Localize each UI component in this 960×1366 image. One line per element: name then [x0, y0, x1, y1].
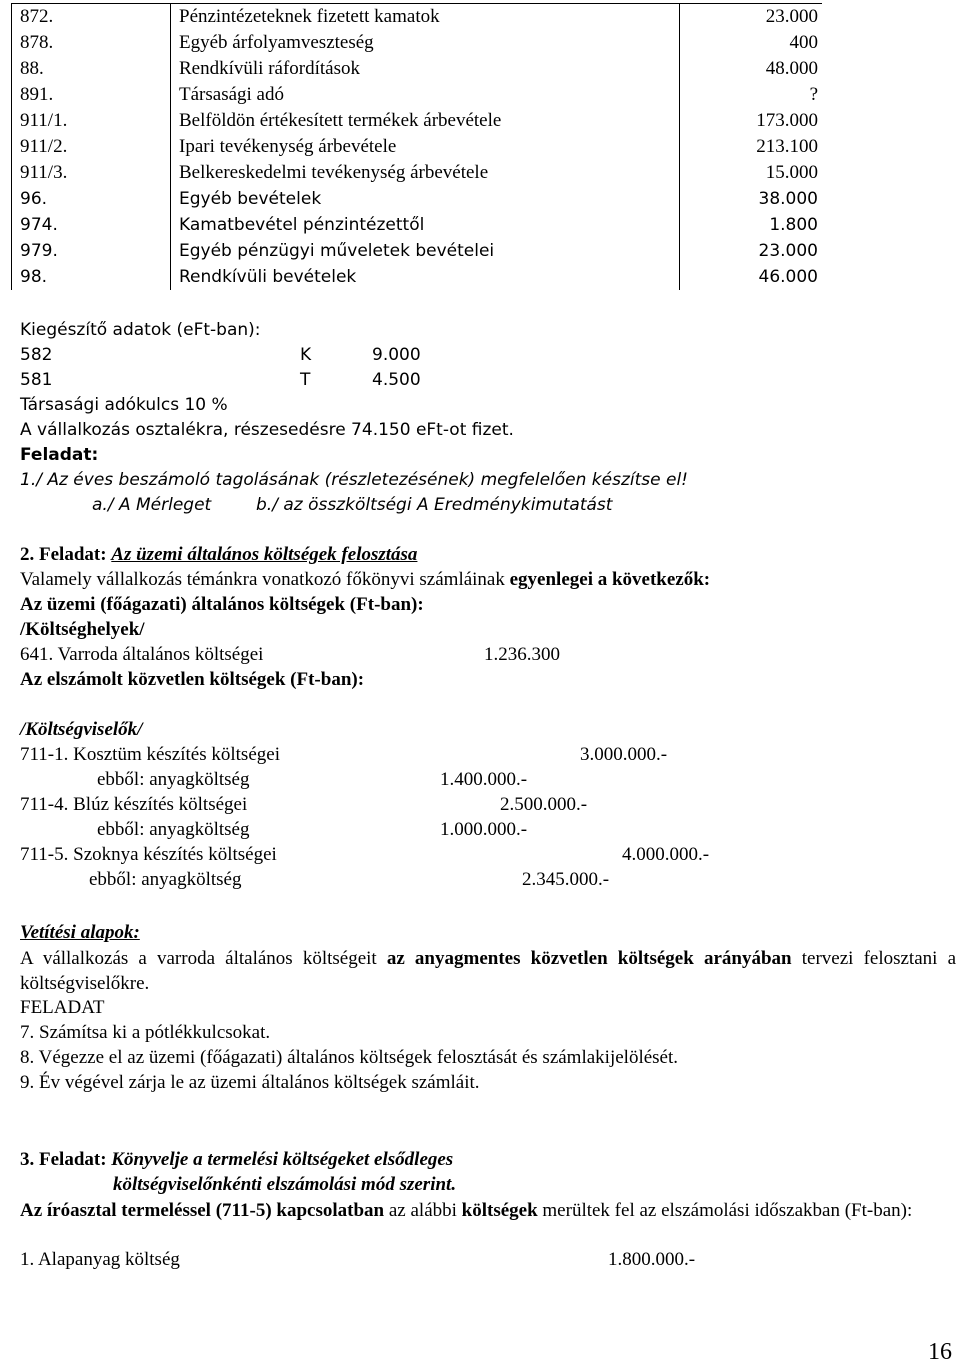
step-item: 8. Végezze el az üzemi (főágazati) általános költségek felosztását és számlakijelölését.	[20, 1047, 679, 1068]
task3-item-label: 1. Alapanyag költség	[20, 1249, 180, 1270]
account-name: Ipari tevékenység árbevétele	[171, 134, 680, 160]
task2-intro	[20, 568, 710, 592]
account-code: 974.	[12, 212, 171, 238]
cost-item-label: 711-1. Kosztüm készítés költségei	[20, 744, 280, 765]
account-code: 98.	[12, 264, 171, 290]
overhead-heading: Az üzemi (főágazati) általános költségek (Ft-ban):	[20, 594, 424, 615]
overhead-item-label: 641. Varroda általános költségei	[20, 644, 264, 665]
task3-title-line2: költségviselőnkénti elszámolási mód szerint.	[113, 1174, 457, 1195]
cost-item-label: 711-5. Szoknya készítés költségei	[20, 844, 277, 865]
account-name: Egyéb árfolyamveszteség	[171, 30, 680, 56]
supplement-amount: 9.000	[372, 345, 421, 365]
cost-item-amount: 2.500.000.-	[500, 794, 588, 815]
cost-item-amount: 4.000.000.-	[622, 844, 710, 865]
task3-item-amount: 1.800.000.-	[608, 1249, 696, 1270]
account-name: Pénzintézeteknek fizetett kamatok	[171, 4, 680, 31]
task3-text: merültek fel az elszámolási időszakban (Ft-ban):	[537, 1200, 913, 1221]
task3-prefix: 3. Feladat:	[20, 1149, 107, 1170]
task1-item1: 1./ Az éves beszámoló tagolásának (részletezésének) megfelelően készítse el!	[20, 470, 688, 490]
table-row	[12, 160, 823, 186]
supplement-side: T	[300, 370, 311, 390]
task3-title-line1: Könyvelje a termelési költségeket elsődleges	[111, 1149, 454, 1170]
account-amount: 15.000	[680, 160, 823, 186]
feladat-label: FELADAT	[20, 997, 105, 1018]
table-row	[12, 238, 823, 264]
supplement-side: K	[300, 345, 312, 365]
task1-item-a: a./ A Mérleget	[92, 495, 212, 515]
table-row	[12, 264, 823, 290]
account-amount: 213.100	[680, 134, 823, 160]
table-row	[12, 108, 823, 134]
task2-intro-text: Valamely vállalkozás témánkra vonatkozó főkönyvi számláinak	[20, 569, 510, 590]
bases-paragraph	[20, 946, 956, 996]
account-name: Egyéb pénzügyi műveletek bevételei	[171, 238, 680, 264]
task3-text-bold: költségek	[461, 1200, 538, 1221]
table-row	[12, 186, 823, 212]
table-row	[12, 134, 823, 160]
task1-label: Feladat:	[20, 445, 99, 465]
table-row	[12, 56, 823, 82]
cost-item-amount: 2.345.000.-	[522, 869, 610, 890]
account-amount: 23.000	[680, 238, 823, 264]
bases-text-bold: az anyagmentes közvetlen költségek arányában	[386, 948, 792, 969]
cost-item-label: ebből: anyagköltség	[89, 869, 242, 890]
account-name: Társasági adó	[171, 82, 680, 108]
account-code: 911/2.	[12, 134, 171, 160]
account-name: Rendkívüli ráfordítások	[171, 56, 680, 82]
task3-text-bold: Az íróasztal termeléssel (711-5) kapcsolatban	[20, 1200, 385, 1221]
table-row	[12, 82, 823, 108]
account-amount: 400	[680, 30, 823, 56]
cost-item-amount: 1.400.000.-	[440, 769, 528, 790]
bases-text: tervezi felosztani a költségviselőkre.	[20, 948, 956, 994]
supplement-code: 582	[20, 345, 53, 365]
task2-header	[20, 543, 417, 567]
page-number: 16	[928, 1339, 952, 1365]
task2-intro-bold: egyenlegei a következők:	[509, 569, 711, 590]
account-amount: 38.000	[680, 186, 823, 212]
step-item: 7. Számítsa ki a pótlékkulcsokat.	[20, 1022, 271, 1043]
dividend-note: A vállalkozás osztalékra, részesedésre 74.150 eFt-ot fizet.	[20, 420, 514, 440]
tax-rate: Társasági adókulcs 10 %	[20, 395, 228, 415]
step-item: 9. Év végével zárja le az üzemi általános költségek számláit.	[20, 1072, 480, 1093]
task3-header	[20, 1148, 453, 1172]
bases-text: A vállalkozás a varroda általános költségeit	[20, 948, 387, 969]
account-code: 911/3.	[12, 160, 171, 186]
account-name: Rendkívüli bevételek	[171, 264, 680, 290]
cost-item-amount: 3.000.000.-	[580, 744, 668, 765]
account-code: 891.	[12, 82, 171, 108]
account-amount: 46.000	[680, 264, 823, 290]
bases-label: Vetítési alapok:	[20, 922, 140, 943]
cost-item-label: ebből: anyagköltség	[97, 819, 250, 840]
table-row	[12, 4, 823, 31]
account-amount: 173.000	[680, 108, 823, 134]
account-name: Egyéb bevételek	[171, 186, 680, 212]
account-amount: 1.800	[680, 212, 823, 238]
account-code: 979.	[12, 238, 171, 264]
table-row	[12, 30, 823, 56]
account-code: 911/1.	[12, 108, 171, 134]
task3-paragraph	[20, 1198, 956, 1223]
supplement-heading: Kiegészítő adatok (eFt-ban):	[20, 320, 261, 340]
table-row	[12, 212, 823, 238]
task3-text: az alábbi	[384, 1200, 462, 1221]
cost-bearers-label: /Költségviselők/	[20, 719, 143, 740]
supplement-amount: 4.500	[372, 370, 421, 390]
cost-centers-label: /Költséghelyek/	[20, 619, 145, 640]
account-name: Belkereskedelmi tevékenység árbevétele	[171, 160, 680, 186]
account-code: 96.	[12, 186, 171, 212]
task2-title: Az üzemi általános költségek felosztása	[111, 544, 418, 565]
task1-item-b: b./ az összköltségi A Eredménykimutatást	[256, 495, 613, 515]
account-code: 88.	[12, 56, 171, 82]
account-name: Belföldön értékesített termékek árbevétele	[171, 108, 680, 134]
account-amount: ?	[680, 82, 823, 108]
accounts-table	[11, 3, 822, 290]
direct-costs-heading: Az elszámolt közvetlen költségek (Ft-ban):	[20, 669, 365, 690]
account-code: 872.	[12, 4, 171, 31]
account-amount: 23.000	[680, 4, 823, 31]
account-name: Kamatbevétel pénzintézettől	[171, 212, 680, 238]
account-code: 878.	[12, 30, 171, 56]
cost-item-label: ebből: anyagköltség	[97, 769, 250, 790]
account-amount: 48.000	[680, 56, 823, 82]
overhead-item-amount: 1.236.300	[484, 644, 560, 665]
cost-item-label: 711-4. Blúz készítés költségei	[20, 794, 248, 815]
task2-prefix: 2. Feladat:	[20, 544, 107, 565]
cost-item-amount: 1.000.000.-	[440, 819, 528, 840]
supplement-code: 581	[20, 370, 53, 390]
